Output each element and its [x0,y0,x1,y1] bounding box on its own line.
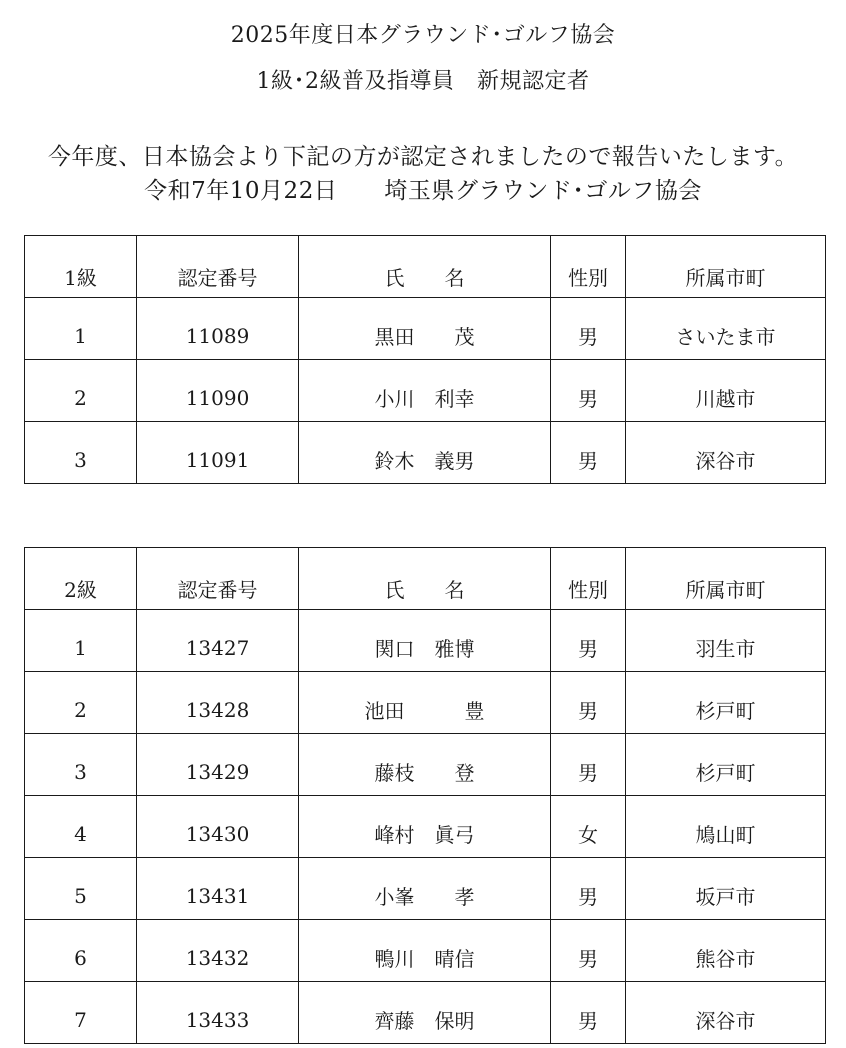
cert-number: 11089 [137,298,299,360]
gender: 男 [551,422,626,484]
gender: 男 [551,858,626,920]
municipality: 深谷市 [626,422,826,484]
table-header-row [25,236,826,298]
grade1-certification-table [24,235,826,484]
table-row [25,734,826,796]
municipality: 杉戸町 [626,672,826,734]
column-header-grade: 2級 [25,548,137,610]
table-row [25,422,826,484]
column-header-cert-number: 認定番号 [137,548,299,610]
row-number: 5 [25,858,137,920]
row-number: 7 [25,982,137,1044]
gender: 男 [551,734,626,796]
municipality: 杉戸町 [626,734,826,796]
column-header-municipality: 所属市町 [626,236,826,298]
column-header-gender: 性別 [551,548,626,610]
municipality: 熊谷市 [626,920,826,982]
gender: 男 [551,298,626,360]
row-number: 3 [25,422,137,484]
table-row [25,920,826,982]
column-header-name: 氏 名 [299,236,551,298]
table-row [25,298,826,360]
cert-number: 13431 [137,858,299,920]
row-number: 6 [25,920,137,982]
gender: 女 [551,796,626,858]
table-row [25,858,826,920]
row-number: 1 [25,610,137,672]
cert-number: 11090 [137,360,299,422]
row-number: 2 [25,672,137,734]
column-header-grade: 1級 [25,236,137,298]
cert-number: 13428 [137,672,299,734]
gender: 男 [551,920,626,982]
row-number: 4 [25,796,137,858]
municipality: 深谷市 [626,982,826,1044]
column-header-name: 氏 名 [299,548,551,610]
table-row [25,672,826,734]
notice-text: 今年度、日本協会より下記の方が認定されましたので報告いたします。 [47,144,799,170]
column-header-gender: 性別 [551,236,626,298]
document-title: 2025年度日本グラウンド･ゴルフ協会 [230,23,616,48]
cert-number: 13429 [137,734,299,796]
table-row [25,610,826,672]
person-name: 小川 利幸 [299,360,551,422]
person-name: 黒田 茂 [299,298,551,360]
person-name: 池田 豊 [299,672,551,734]
gender: 男 [551,672,626,734]
gender: 男 [551,610,626,672]
municipality: 羽生市 [626,610,826,672]
cert-number: 13432 [137,920,299,982]
municipality: 鳩山町 [626,796,826,858]
gender: 男 [551,360,626,422]
row-number: 2 [25,360,137,422]
table-row [25,982,826,1044]
municipality: 坂戸市 [626,858,826,920]
municipality: 川越市 [626,360,826,422]
column-header-cert-number: 認定番号 [137,236,299,298]
person-name: 藤枝 登 [299,734,551,796]
municipality: さいたま市 [626,298,826,360]
person-name: 小峯 孝 [299,858,551,920]
cert-number: 13433 [137,982,299,1044]
gender: 男 [551,982,626,1044]
person-name: 鴨川 晴信 [299,920,551,982]
grade2-certification-table [24,547,826,1044]
person-name: 鈴木 義男 [299,422,551,484]
date-and-issuer: 令和7年10月22日 埼玉県グラウンド･ゴルフ協会 [144,178,702,204]
row-number: 3 [25,734,137,796]
cert-number: 13430 [137,796,299,858]
document-subtitle: 1級･2級普及指導員 新規認定者 [256,69,590,94]
person-name: 峰村 眞弓 [299,796,551,858]
table-header-row [25,548,826,610]
person-name: 齊藤 保明 [299,982,551,1044]
person-name: 関口 雅博 [299,610,551,672]
table-row [25,796,826,858]
row-number: 1 [25,298,137,360]
column-header-municipality: 所属市町 [626,548,826,610]
cert-number: 11091 [137,422,299,484]
table-row [25,360,826,422]
cert-number: 13427 [137,610,299,672]
